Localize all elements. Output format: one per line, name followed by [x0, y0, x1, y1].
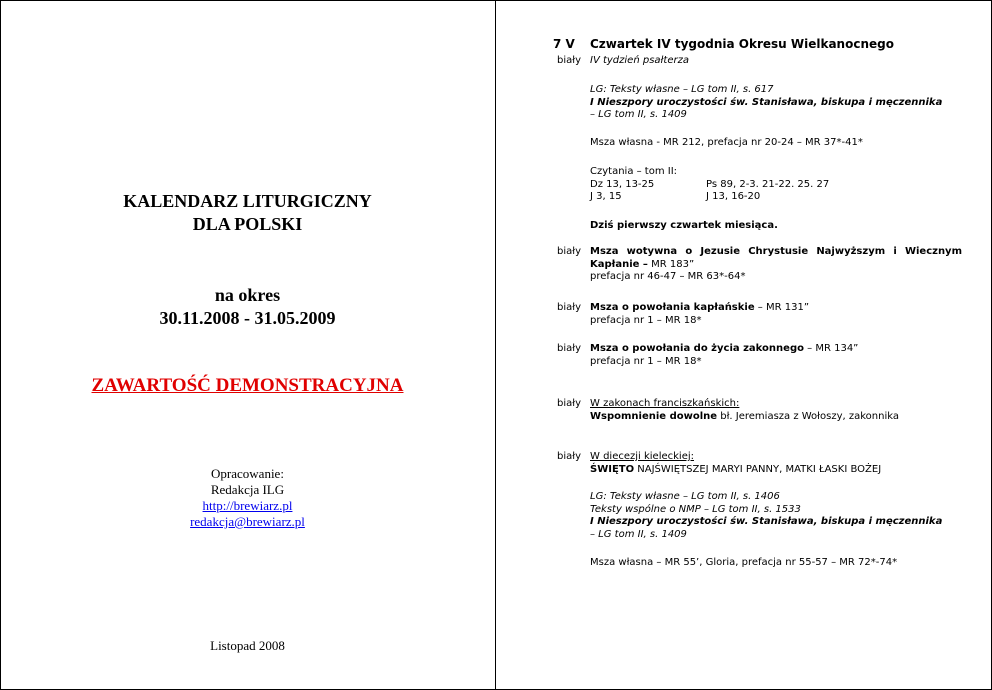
kielce-lg-line-4: – LG tom II, s. 1409 — [590, 528, 687, 540]
demo-notice: ZAWARTOŚĆ DEMONSTRACYJNA — [91, 375, 404, 396]
kielce-block — [590, 451, 962, 476]
lg-line-2: I Nieszpory uroczystości św. Stanisława, biskupa i męczennika — [590, 96, 943, 108]
votive-mass-3-title: Msza o powołania do życia zakonnego — [590, 343, 804, 354]
title-line-2: DLA POLSKI — [192, 214, 303, 234]
color-label: biały — [557, 55, 582, 66]
color-label: biały — [557, 302, 582, 313]
calendar-period — [0, 284, 495, 330]
readings-label: Czytania – tom II: — [590, 166, 678, 177]
email-link[interactable]: redakcja@brewiarz.pl — [190, 514, 305, 529]
site-link[interactable]: http://brewiarz.pl — [202, 498, 293, 513]
readings-row-1 — [590, 179, 962, 192]
lg-line-3: – LG tom II, s. 1409 — [590, 109, 687, 121]
votive-mass-3-preface: prefacja nr 1 – MR 18* — [590, 355, 702, 367]
franciscan-rank: Wspomnienie dowolne — [590, 410, 718, 422]
psalter-week: IV tydzień psałterza — [590, 55, 689, 66]
day-date: 7 V — [553, 37, 575, 51]
color-label: biały — [557, 246, 582, 257]
title-line-1: KALENDARZ LITURGICZNY — [123, 191, 372, 211]
kielce-lg-line-2: Teksty wspólne o NMP – LG tom II, s. 1533 — [590, 503, 801, 515]
kielce-feast: NAJŚWIĘTSZEJ MARYI PANNY, MATKI ŁASKI BOŻEJ — [634, 463, 882, 475]
kielce-lg-line-1: LG: Teksty własne – LG tom II, s. 1406 — [590, 491, 780, 502]
credits-org: Redakcja ILG — [210, 482, 285, 497]
votive-mass-2-ref: – MR 131” — [754, 302, 810, 313]
franciscan-label: W zakonach franciszkańskich: — [590, 398, 740, 409]
credits — [0, 466, 495, 530]
votive-mass-2 — [590, 302, 962, 327]
mass-line: Msza własna - MR 212, prefacja nr 20-24 – MR 37*-41* — [590, 137, 863, 148]
votive-mass-1-title: Msza wotywna o Jezusie Chrystusie Najwyższym i Wiecznym Kapłanie – — [590, 246, 962, 270]
color-label: biały — [557, 343, 582, 354]
period-dates: 30.11.2008 - 31.05.2009 — [159, 308, 336, 328]
day-heading: Czwartek IV tygodnia Okresu Wielkanocnego — [590, 37, 894, 51]
color-label: biały — [557, 451, 582, 462]
votive-mass-1-preface: prefacja nr 46-47 – MR 63*-64* — [590, 271, 746, 283]
votive-mass-2-title: Msza o powołania kapłańskie — [590, 302, 755, 313]
color-label: biały — [557, 398, 582, 409]
reading-psalm: Ps 89, 2-3. 21-22. 25. 27 — [706, 178, 830, 190]
lg-block — [590, 84, 962, 122]
votive-mass-2-preface: prefacja nr 1 – MR 18* — [590, 314, 702, 326]
votive-mass-3 — [590, 343, 962, 368]
readings-row-2 — [590, 191, 962, 204]
reading-acclamation: J 3, 15 — [590, 191, 622, 203]
kielce-lg-line-3: I Nieszpory uroczystości św. Stanisława, biskupa i męczennika — [590, 516, 943, 528]
franciscan-saint: bł. Jeremiasza z Wołoszy, zakonnika — [717, 410, 899, 422]
left-page — [0, 0, 495, 690]
votive-mass-1-ref: MR 183” — [647, 258, 695, 270]
reading-first: Dz 13, 13-25 — [590, 178, 655, 190]
kielce-lg-block — [590, 491, 962, 541]
publication-date: Listopad 2008 — [210, 638, 285, 653]
period-label: na okres — [214, 285, 281, 305]
reading-gospel: J 13, 16-20 — [706, 191, 761, 203]
votive-mass-3-ref: – MR 134” — [803, 343, 859, 354]
calendar-title — [0, 190, 495, 236]
credits-label: Opracowanie: — [211, 466, 284, 481]
kielce-mass-line: Msza własna – MR 55’, Gloria, prefacja nr 55-57 – MR 72*-74* — [590, 557, 898, 568]
kielce-label: W diecezji kieleckiej: — [590, 451, 694, 462]
franciscan-block — [590, 398, 962, 423]
readings — [590, 166, 962, 204]
first-thursday-note: Dziś pierwszy czwartek miesiąca. — [590, 220, 778, 231]
votive-mass-1 — [590, 246, 962, 284]
kielce-rank: ŚWIĘTO — [590, 463, 635, 475]
right-page — [496, 0, 992, 690]
lg-line-1: LG: Teksty własne – LG tom II, s. 617 — [590, 84, 774, 95]
